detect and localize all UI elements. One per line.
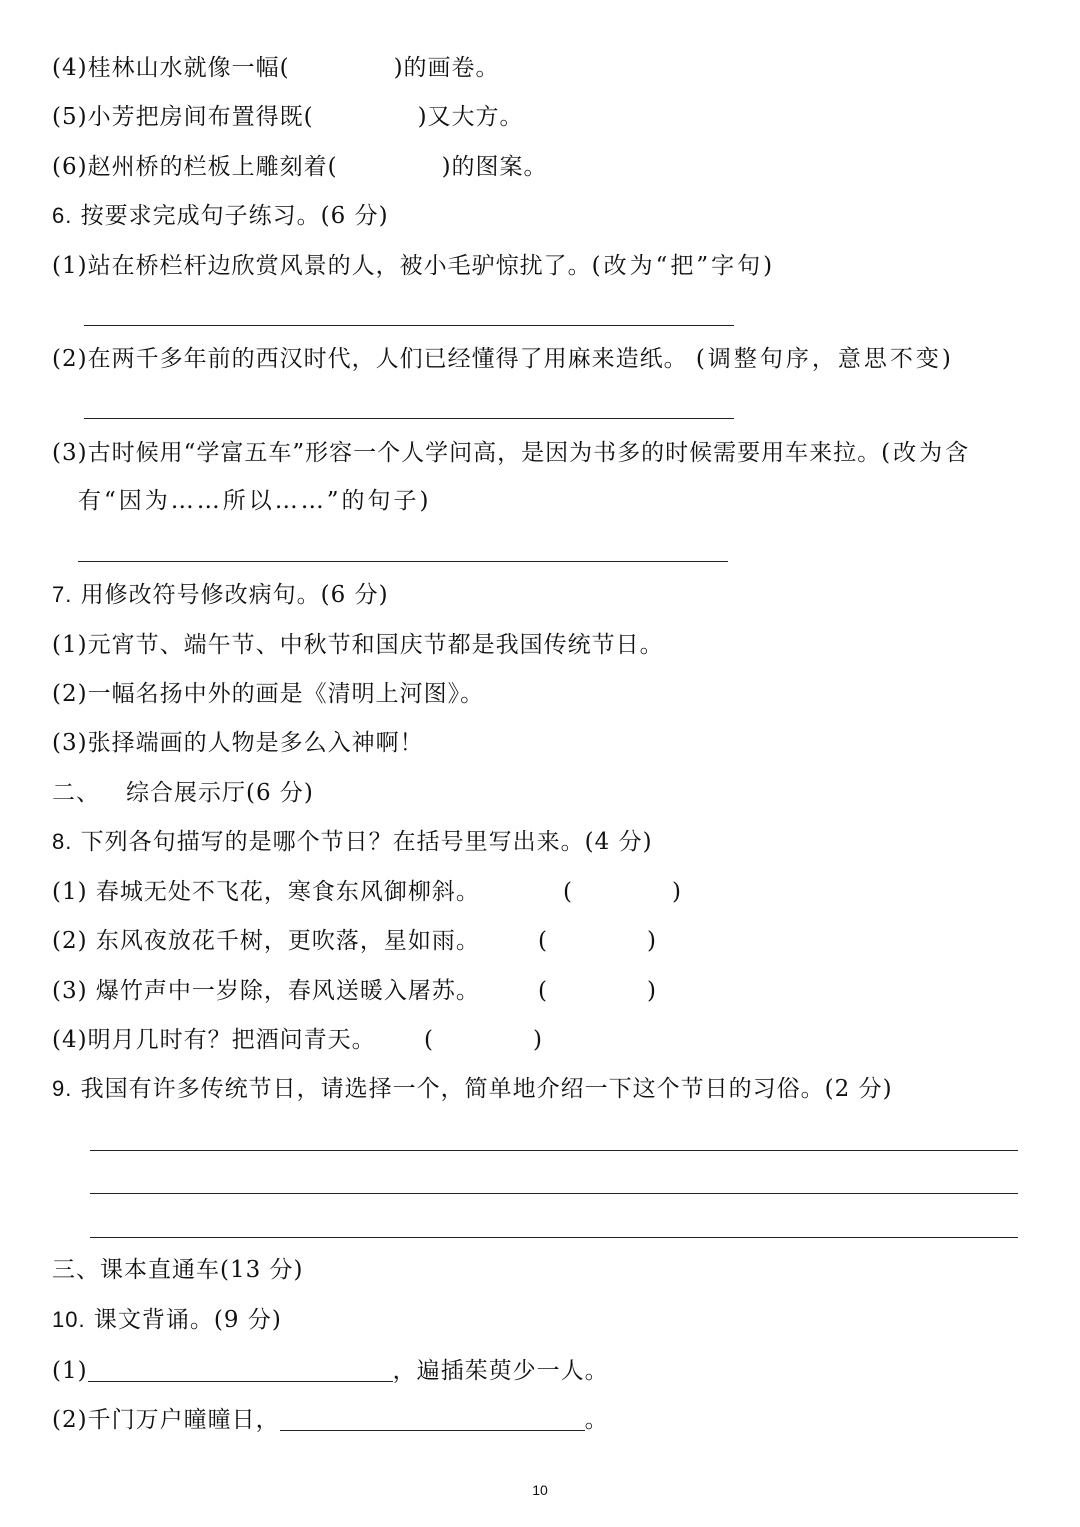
q10-item-1	[52, 1355, 609, 1386]
answer-paren-close: )	[672, 879, 681, 905]
question-title: 我国有许多传统节日，请选择一个，简单地介绍一下这个节日的习俗。(2 分)	[80, 1076, 893, 1102]
q6-heading	[52, 201, 389, 231]
question-title: 用修改符号修改病句。(6 分)	[80, 582, 389, 608]
q5-item-4-post: )的画卷。	[393, 55, 500, 81]
item-label: (4)	[52, 1027, 88, 1053]
q6-item-1-note: (改为“把”字句)	[591, 253, 776, 279]
answer-blank[interactable]	[88, 1355, 393, 1382]
item-text: 春城无处不飞花，寒食东风御柳斜。	[95, 879, 480, 905]
answer-paren-close: )	[647, 978, 656, 1004]
q5-item-4	[52, 53, 500, 83]
item-text-end: 。	[584, 1407, 609, 1433]
q6-item-1	[52, 251, 775, 281]
answer-paren-open: (	[538, 978, 547, 1004]
item-text: ，遍插茱萸少一人。	[392, 1358, 609, 1384]
q6-item-3-note: (改为含	[881, 440, 972, 466]
q6-item-1-text: (1)站在桥栏杆边欣赏风景的人，被小毛驴惊扰了。	[52, 253, 592, 279]
answer-line[interactable]	[90, 1150, 1018, 1151]
q8-item-3	[52, 976, 480, 1006]
q6-item-3-note-cont: 有“因为……所以……”的句子)	[78, 488, 432, 514]
answer-line[interactable]	[78, 561, 728, 562]
q10-item-2	[52, 1404, 609, 1435]
question-number: 8.	[52, 829, 73, 854]
question-title: 课文背诵。(9 分)	[93, 1307, 282, 1333]
q6-item-2-text: (2)在两千多年前的西汉时代，人们已经懂得了用麻来造纸。	[52, 346, 688, 372]
q5-item-6-post: )的图案。	[441, 154, 548, 180]
q7-item-3: (3)张择端画的人物是多么入神啊！	[52, 730, 424, 756]
q5-item-5-post: )又大方。	[417, 104, 524, 130]
q8-item-2	[52, 926, 480, 956]
section-3-heading: 三、课本直通车(13 分)	[52, 1257, 304, 1283]
q6-item-2	[52, 344, 954, 374]
item-text: 爆竹声中一岁除，春风送暖入屠苏。	[95, 978, 480, 1004]
item-text: (2)千门万户曈曈日，	[52, 1407, 280, 1433]
item-label: (1)	[52, 1358, 88, 1384]
answer-paren-open: (	[563, 879, 572, 905]
item-text: 明月几时有？把酒问青天。	[87, 1027, 376, 1053]
page-number: 10	[532, 1482, 548, 1498]
q7-item-2: (2)一幅名扬中外的画是《清明上河图》。	[52, 681, 485, 707]
item-text: 东风夜放花千树，更吹落，星如雨。	[95, 928, 480, 954]
answer-paren-close: )	[647, 928, 656, 954]
question-number: 9.	[52, 1076, 73, 1101]
question-title: 下列各句描写的是哪个节日？在括号里写出来。(4 分)	[80, 829, 653, 855]
q10-heading	[52, 1305, 282, 1335]
section-title: 综合展示厅(6 分)	[126, 780, 314, 806]
q6-item-3	[52, 438, 971, 468]
q6-item-2-note: (调整句序，意思不变)	[695, 346, 954, 372]
q8-item-4	[52, 1025, 376, 1055]
item-label: (3)	[52, 978, 88, 1004]
q5-item-6-pre: (6)赵州桥的栏板上雕刻着(	[52, 154, 338, 180]
q7-item-1: (1)元宵节、端午节、中秋节和国庆节都是我国传统节日。	[52, 632, 664, 658]
answer-paren-open: (	[538, 928, 547, 954]
item-label: (2)	[52, 928, 88, 954]
answer-paren-open: (	[424, 1027, 433, 1053]
q5-item-5-pre: (5)小芳把房间布置得既(	[52, 104, 314, 130]
answer-blank[interactable]	[280, 1404, 585, 1431]
answer-line[interactable]	[90, 1193, 1018, 1194]
q9-heading	[52, 1074, 893, 1104]
answer-paren-close: )	[533, 1027, 542, 1053]
q5-item-4-pre: (4)桂林山水就像一幅(	[52, 55, 290, 81]
item-label: (1)	[52, 879, 88, 905]
q8-item-1	[52, 877, 480, 907]
question-number: 10.	[52, 1307, 86, 1332]
answer-line[interactable]	[90, 1237, 1018, 1238]
q7-heading	[52, 580, 389, 610]
question-number: 6.	[52, 203, 73, 228]
answer-line[interactable]	[84, 325, 734, 326]
question-title: 按要求完成句子练习。(6 分)	[80, 203, 389, 229]
section-2-heading	[52, 778, 314, 808]
q5-item-5	[52, 102, 524, 132]
question-number: 7.	[52, 582, 73, 607]
q5-item-6	[52, 152, 548, 182]
q8-heading	[52, 827, 653, 857]
section-label: 二、	[52, 780, 100, 806]
answer-line[interactable]	[84, 418, 734, 419]
q6-item-3-text: (3)古时候用“学富五车”形容一个人学问高，是因为书多的时候需要用车来拉。	[52, 440, 882, 466]
